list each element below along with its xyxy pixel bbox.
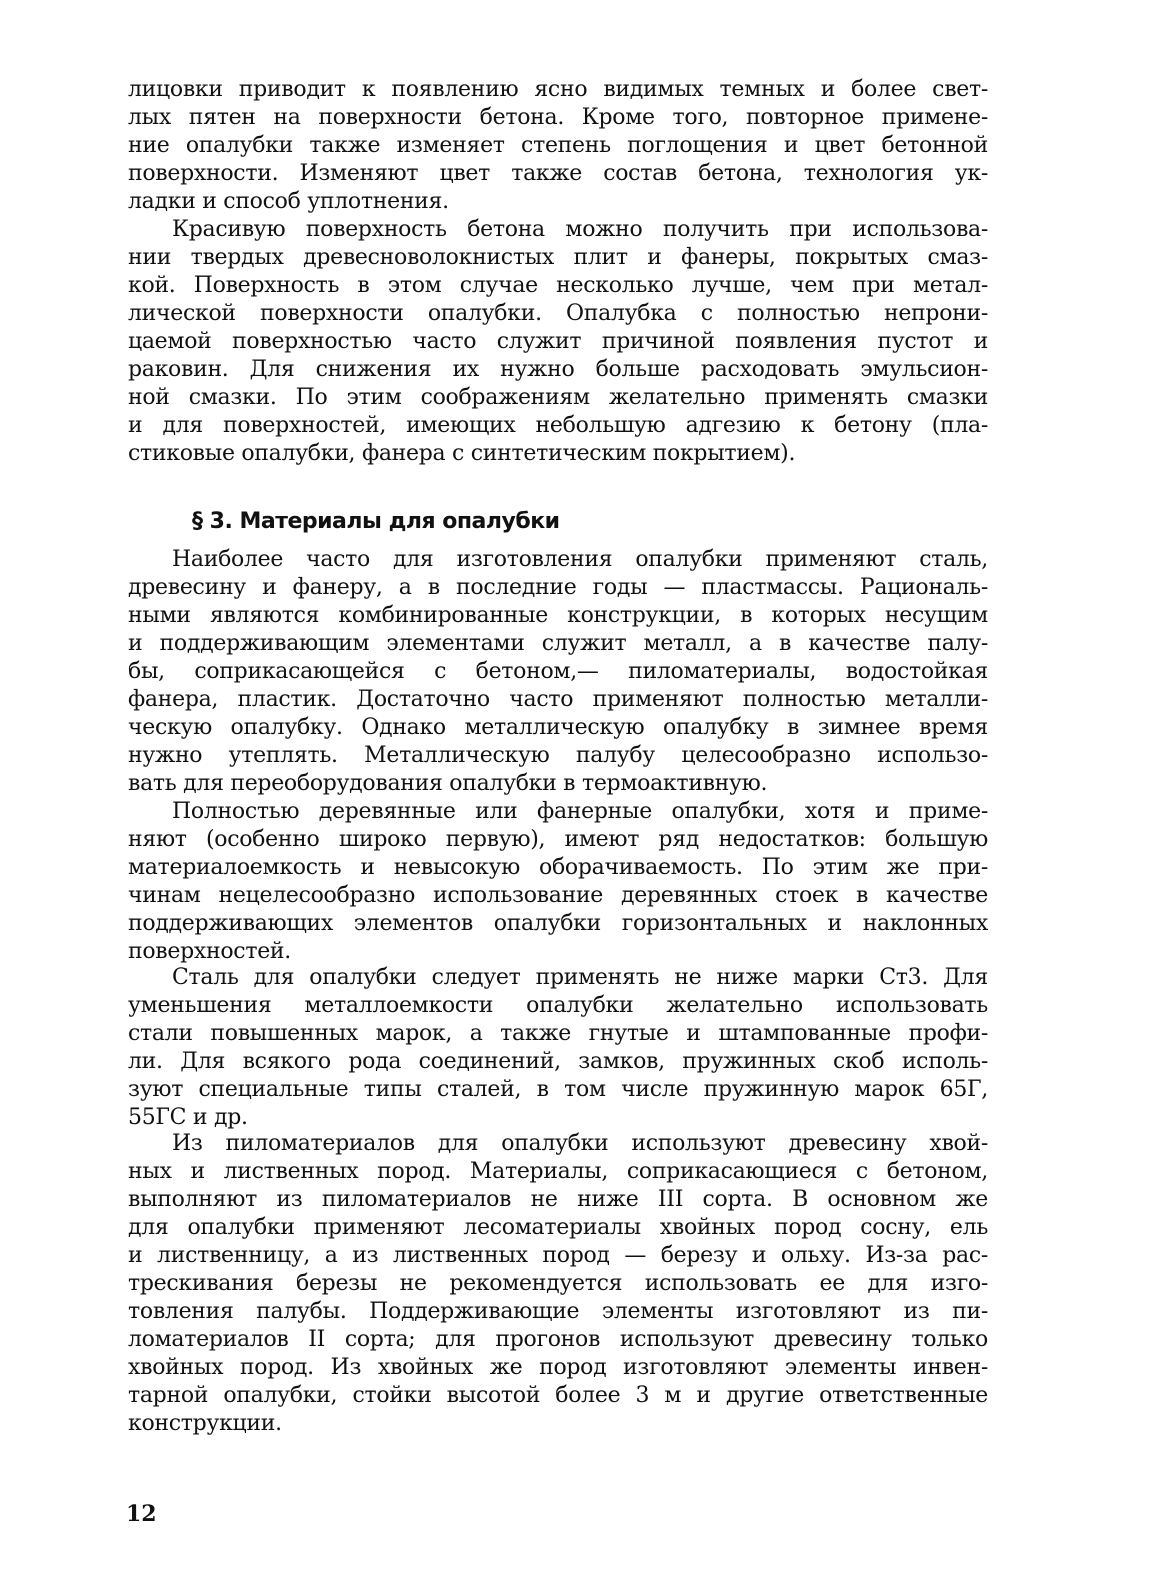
paragraph-6 [128,1130,988,1438]
text-line: нии твердых древесноволокнистых плит и фанеры, покрытых смаз- [128,245,988,270]
text-line: ли. Для всякого рода соединений, замков, пружинных скоб исполь- [128,1049,988,1074]
text-line: ние опалубки также изменяет степень поглощения и цвет бетонной [128,133,988,158]
text-line: Сталь для опалубки следует применять не ниже марки Ст3. Для [172,965,988,990]
text-line: кой. Поверхность в этом случае несколько лучше, чем при метал- [128,273,988,298]
paragraph-4 [128,798,988,966]
text-line: древесину и фанеру, а в последние годы — пластмассы. Рациональ- [128,575,988,600]
text-line: нужно утеплять. Металлическую палубу целесообразно использо- [128,743,988,768]
text-line: хвойных пород. Из хвойных же пород изготовляют элементы инвен- [128,1355,988,1380]
paragraph-3 [128,546,988,798]
text-line: Из пиломатериалов для опалубки используют древесину хвой- [172,1131,988,1156]
text-line: для опалубки применяют лесоматериалы хвойных пород сосну, ель [128,1215,988,1240]
text-line: и для поверхностей, имеющих небольшую адгезию к бетону (пла- [128,413,988,438]
text-line: чинам нецелесообразно использование деревянных стоек в качестве [128,883,988,908]
text-line: и поддерживающим элементами служит металл, а в качестве палу- [128,631,988,656]
text-line: цаемой поверхностью часто служит причиной появления пустот и [128,329,988,354]
text-line: лых пятен на поверхности бетона. Кроме того, повторное примене- [128,105,988,130]
paragraph-5 [128,964,988,1132]
text-line: поверхностей. [128,939,291,964]
text-line: материалоемкость и невысокую оборачиваемость. По этим же при- [128,855,988,880]
text-line: ными являются комбинированные конструкции, в которых несущим [128,603,988,628]
text-line: ладки и способ уплотнения. [128,189,449,214]
text-line: 55ГС и др. [128,1105,248,1130]
paragraph-2 [128,216,988,468]
text-line: ной смазки. По этим соображениям желательно применять смазки [128,385,988,410]
text-line: ческую опалубку. Однако металлическую опалубку в зимнее время [128,715,988,740]
text-line: стали повышенных марок, а также гнутые и штампованные профи- [128,1021,988,1046]
text-line: вать для переоборудования опалубки в термоактивную. [128,771,768,796]
text-line: и лиственницу, а из лиственных пород — березу и ольху. Из-за рас- [128,1243,988,1268]
text-line: зуют специальные типы сталей, в том числе пружинную марок 65Г, [128,1077,988,1102]
paragraph-1 [128,76,988,216]
text-line: Красивую поверхность бетона можно получить при использова- [172,217,988,242]
text-line: раковин. Для снижения их нужно больше расходовать эмульсион- [128,357,988,382]
text-line: поддерживающих элементов опалубки горизонтальных и наклонных [128,911,988,936]
text-line: ных и лиственных пород. Материалы, соприкасающиеся с бетоном, [128,1159,988,1184]
text-line: бы, соприкасающейся с бетоном,— пиломатериалы, водостойкая [128,659,988,684]
text-line: поверхности. Изменяют цвет также состав бетона, технология ук- [128,161,988,186]
text-line: товления палубы. Поддерживающие элементы изготовляют из пи- [128,1299,988,1324]
text-line: стиковые опалубки, фанера с синтетическим покрытием). [128,441,796,466]
text-line: няют (особенно широко первую), имеют ряд недостатков: большую [128,827,988,852]
section-heading: § 3. Материалы для опалубки [192,509,560,534]
text-line: Полностью деревянные или фанерные опалубки, хотя и приме- [172,799,988,824]
text-line: уменьшения металлоемкости опалубки желательно использовать [128,993,988,1018]
text-line: тарной опалубки, стойки высотой более 3 м и другие ответственные [128,1383,988,1408]
text-line: лицовки приводит к появлению ясно видимых темных и более свет- [128,77,988,102]
text-line: Наиболее часто для изготовления опалубки применяют сталь, [172,547,988,572]
text-line: конструкции. [128,1411,282,1436]
text-line: выполняют из пиломатериалов не ниже III сорта. В основном же [128,1187,988,1212]
text-line: лической поверхности опалубки. Опалубка с полностью непрони- [128,301,988,326]
page-number: 12 [126,1501,157,1527]
text-line: ломатериалов II сорта; для прогонов используют древесину только [128,1327,988,1352]
text-line: фанера, пластик. Достаточно часто применяют полностью металли- [128,687,988,712]
text-line: трескивания березы не рекомендуется использовать ее для изго- [128,1271,988,1296]
